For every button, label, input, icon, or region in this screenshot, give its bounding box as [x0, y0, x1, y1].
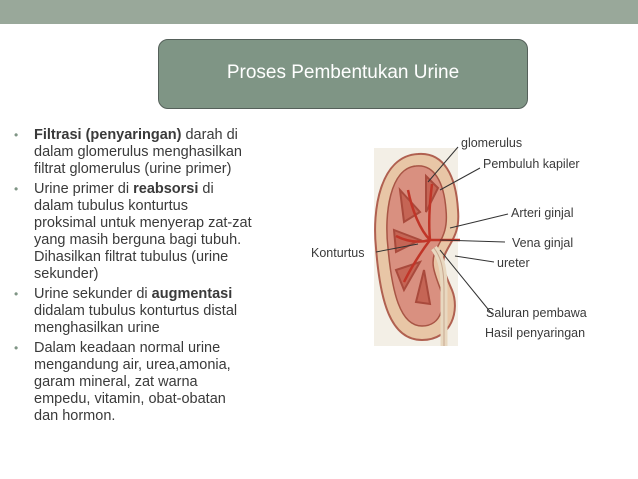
label-arteri-ginjal: Arteri ginjal	[511, 206, 574, 220]
page-title: Proses Pembentukan Urine	[226, 62, 460, 83]
bullet-text: mengandung air, urea,amonia,	[34, 357, 231, 373]
bullet-dot-icon: •	[14, 182, 19, 196]
bullet-text: Urine sekunder di	[34, 286, 152, 302]
bullet-text: sekunder)	[34, 266, 99, 282]
bullet-dot-icon: •	[14, 341, 19, 355]
bullet-text: menghasilkan urine	[34, 320, 160, 336]
bullet-text: dan hormon.	[34, 408, 116, 424]
bullet-text: didalam tubulus konturtus distal	[34, 303, 238, 319]
label-konturtus: Konturtus	[311, 246, 365, 260]
label-vena-ginjal: Vena ginjal	[512, 236, 574, 250]
bullet-text: proksimal untuk menyerap zat-zat	[34, 215, 252, 231]
label-glomerulus: glomerulus	[461, 136, 523, 150]
bullet-text: yang masih berguna bagi tubuh.	[34, 232, 242, 248]
bullet-text: darah di	[181, 127, 238, 143]
label-ureter: ureter	[497, 256, 530, 270]
bullet-text: di	[198, 181, 214, 197]
bullet-dot-icon: •	[14, 287, 19, 301]
bullet-bold-text: augmentasi	[151, 286, 233, 302]
bullet-text: filtrat glomerulus (urine primer)	[34, 161, 232, 177]
bullet-text: garam mineral, zat warna	[34, 374, 198, 390]
label-saluran-pembawa: Saluran pembawa	[486, 306, 587, 320]
bullet-text: dalam tubulus konturtus	[34, 198, 188, 214]
bullet-bold-text: Filtrasi (penyaringan)	[34, 127, 182, 143]
bullet-text: Urine primer di	[34, 181, 134, 197]
bullet-dot-icon: •	[14, 128, 19, 142]
bullet-text: dalam glomerulus menghasilkan	[34, 144, 242, 160]
bullet-text: Dihasilkan filtrat tubulus (urine	[34, 249, 229, 265]
bullet-bold-text: reabsorsi	[133, 181, 199, 197]
label-hasil-penyaringan: Hasil penyaringan	[485, 326, 586, 340]
bullet-text: Dalam keadaan normal urine	[34, 340, 221, 356]
label-pembuluh-kapiler: Pembuluh kapiler	[483, 157, 580, 171]
bullet-text: empedu, vitamin, obat-obatan	[34, 391, 226, 407]
